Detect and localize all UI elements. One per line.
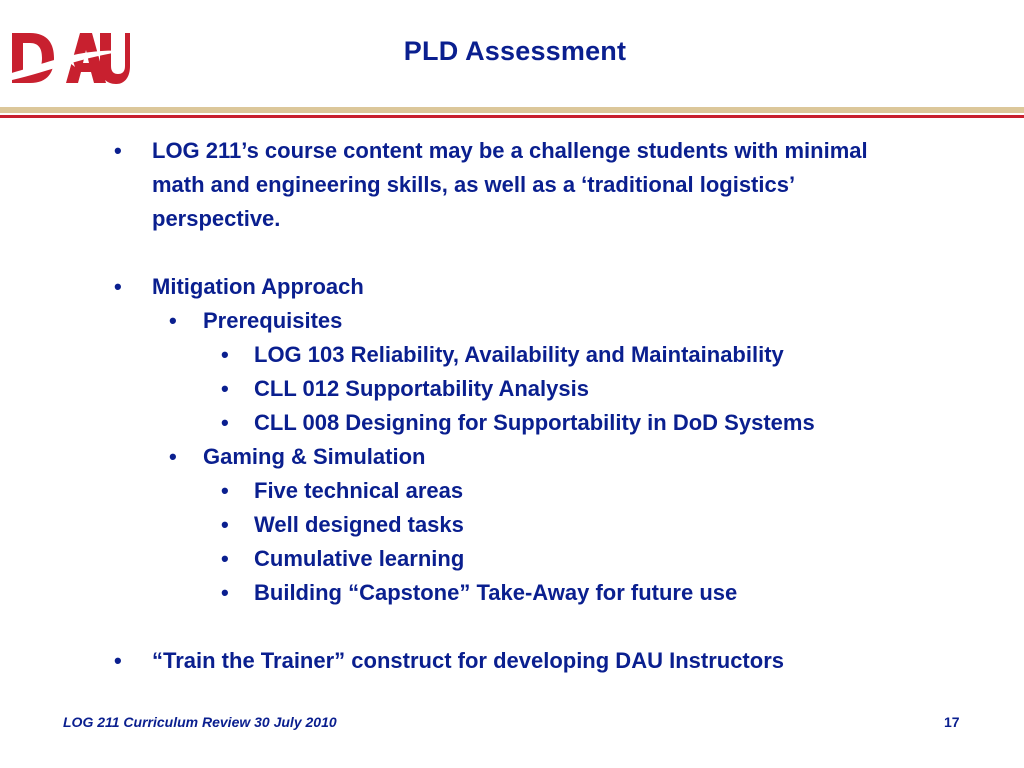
bullet-icon: • xyxy=(114,648,122,673)
bullet-icon: • xyxy=(221,546,229,571)
bullet-icon: • xyxy=(169,444,177,469)
bullet-text: CLL 008 Designing for Supportability in DoD Systems xyxy=(254,410,815,435)
page-number: 17 xyxy=(944,714,960,730)
bullet-icon: • xyxy=(114,274,122,299)
bullet-icon: • xyxy=(221,580,229,605)
footer-text: LOG 211 Curriculum Review 30 July 2010 xyxy=(63,714,337,730)
bullet-item xyxy=(114,270,914,304)
bullet-item xyxy=(114,644,914,678)
slide-title: PLD Assessment xyxy=(403,36,627,66)
bullet-text: Five technical areas xyxy=(254,478,464,503)
bullet-icon: • xyxy=(221,376,229,401)
dau-logo xyxy=(8,30,130,86)
bullet-text: Mitigation Approach xyxy=(152,274,364,299)
bullet-icon: • xyxy=(114,138,122,163)
bullet-icon: • xyxy=(221,512,229,537)
sub-bullet-item xyxy=(114,304,914,338)
header-divider-red xyxy=(0,115,1024,118)
sub-sub-bullet-item xyxy=(114,576,914,610)
bullet-text: LOG 211’s course content may be a challenge students with minimal math and engineering skills, as well as a ‘traditional logistics’ perspective. xyxy=(152,138,868,231)
bullet-text: Prerequisites xyxy=(203,308,343,333)
bullet-icon: • xyxy=(221,342,229,367)
header-divider-tan xyxy=(0,107,1024,113)
sub-bullet-item xyxy=(114,440,914,474)
sub-sub-bullet-item xyxy=(114,542,914,576)
bullet-icon: • xyxy=(169,308,177,333)
sub-sub-bullet-item xyxy=(114,474,914,508)
bullet-text: Building “Capstone” Take-Away for future use xyxy=(254,580,738,605)
bullet-text: Gaming & Simulation xyxy=(203,444,426,469)
bullet-text: CLL 012 Supportability Analysis xyxy=(254,376,589,401)
bullet-icon: • xyxy=(221,478,229,503)
bullet-item xyxy=(114,134,914,236)
bullet-icon: • xyxy=(221,410,229,435)
sub-sub-bullet-item xyxy=(114,406,914,440)
sub-sub-bullet-item xyxy=(114,508,914,542)
bullet-text: LOG 103 Reliability, Availability and Maintainability xyxy=(254,342,784,367)
sub-sub-bullet-item xyxy=(114,338,914,372)
bullet-text: Well designed tasks xyxy=(254,512,464,537)
bullet-list xyxy=(114,134,914,678)
bullet-text: “Train the Trainer” construct for developing DAU Instructors xyxy=(152,648,784,673)
bullet-text: Cumulative learning xyxy=(254,546,465,571)
sub-sub-bullet-item xyxy=(114,372,914,406)
